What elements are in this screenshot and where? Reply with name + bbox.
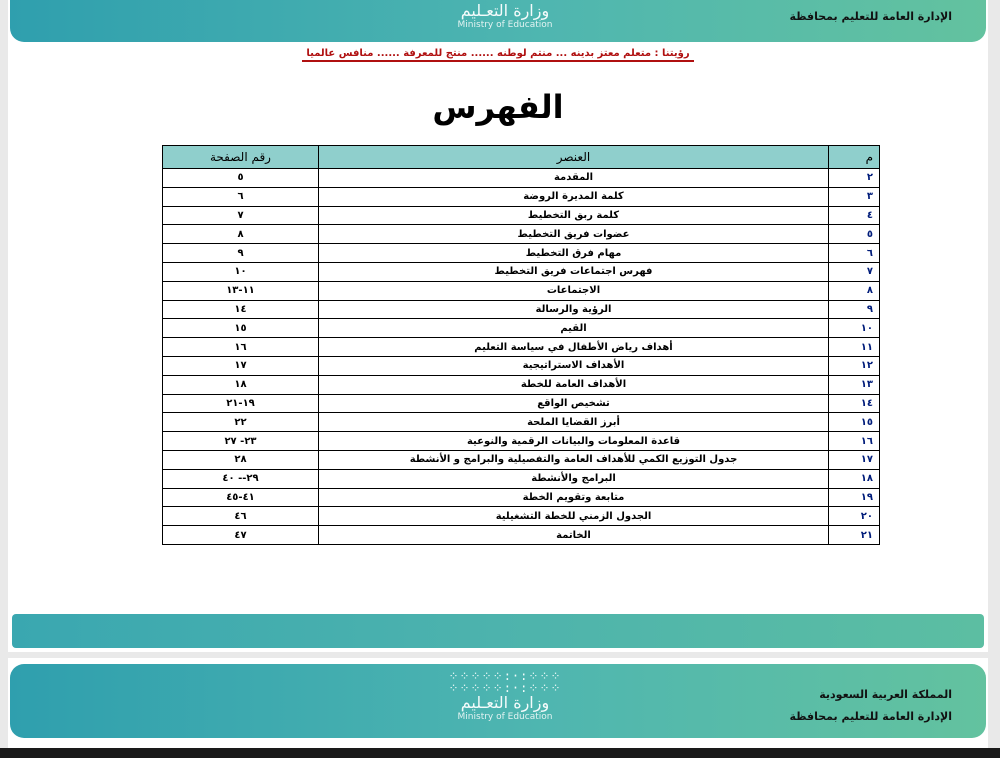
table-row [163,319,880,338]
table-row [163,338,880,357]
row-item: الخاتمة [319,526,829,545]
row-num: ٢٠ [829,507,880,526]
row-item: أهداف رياض الأطفال في سياسة التعليم [319,338,829,357]
row-item: جدول التوزيع الكمي للأهداف العامة والتفصيلية والبرامج و الأنشطة [319,450,829,469]
row-item: البرامج والأنشطة [319,469,829,488]
row-page: ١٧ [163,356,319,375]
vision-motto [8,48,988,59]
table-row [163,450,880,469]
table-row [163,281,880,300]
table-header-row [163,146,880,169]
row-num: ١٦ [829,432,880,451]
admin-line: الإدارة العامة للتعليم بمحافظة [789,10,952,23]
row-page: ١٤ [163,300,319,319]
header-item: العنصر [319,146,829,169]
row-item: الأهداف الاستراتيجية [319,356,829,375]
table-row [163,187,880,206]
row-page: ١٠ [163,262,319,281]
logo-dots-icon: ⁘⁘⁘⁘⁘:·:⁘⁘⁘ [448,681,562,695]
row-num: ١٧ [829,450,880,469]
row-page: ٧ [163,206,319,225]
table-row [163,244,880,263]
table-row [163,375,880,394]
page-title: الفهرس [432,88,564,126]
row-item: مهام فرق التخطيط [319,244,829,263]
table-row [163,169,880,188]
ministry-logo [420,670,590,722]
header-num: م [829,146,880,169]
table-row [163,469,880,488]
table-row [163,262,880,281]
row-page: ١١-١٣ [163,281,319,300]
row-num: ٧ [829,262,880,281]
row-page: ١٥ [163,319,319,338]
row-item: الاجتماعات [319,281,829,300]
table-row [163,206,880,225]
row-item: متابعة وتقويم الخطة [319,488,829,507]
row-page: ٤٧ [163,526,319,545]
row-page: ٦ [163,187,319,206]
row-page: ٢٩-- ٤٠ [163,469,319,488]
row-page: ٤٦ [163,507,319,526]
table-row [163,413,880,432]
table-row [163,394,880,413]
header-banner [10,0,986,42]
row-num: ٦ [829,244,880,263]
row-num: ١٥ [829,413,880,432]
table-row [163,225,880,244]
header-page: رقم الصفحة [163,146,319,169]
row-num: ٤ [829,206,880,225]
vision-motto-text: رؤيتنا : متعلم معتز بدينه ... منتم لوطنه ...... منتج للمعرفة ...... منافس عالميا [302,48,693,62]
row-item: أبرز القضايا الملحة [319,413,829,432]
row-num: ١٩ [829,488,880,507]
row-page: ٢٣- ٢٧ [163,432,319,451]
ministry-name-en: Ministry of Education [457,712,553,722]
row-num: ٢١ [829,526,880,545]
row-num: ١١ [829,338,880,357]
row-page: ٤١-٤٥ [163,488,319,507]
row-num: ٥ [829,225,880,244]
admin-line: الإدارة العامة للتعليم بمحافظة [789,710,952,723]
row-item: كلمة المديرة الروضة [319,187,829,206]
row-page: ١٦ [163,338,319,357]
logo-dots-icon: ⁘⁘⁘⁘⁘:·:⁘⁘⁘ [448,669,562,683]
row-page: ٥ [163,169,319,188]
row-num: ٣ [829,187,880,206]
row-item: عضوات فريق التخطيط [319,225,829,244]
row-num: ١٠ [829,319,880,338]
table-row [163,356,880,375]
row-item: كلمة ربق التخطيط [319,206,829,225]
document-page-2 [8,658,988,758]
viewer-bottom-bar [0,748,1000,758]
row-num: ١٢ [829,356,880,375]
row-page: ١٩-٢١ [163,394,319,413]
row-item: المقدمة [319,169,829,188]
footer-band [12,614,984,648]
row-page: ١٨ [163,375,319,394]
row-num: ٢ [829,169,880,188]
row-page: ٩ [163,244,319,263]
table-row [163,526,880,545]
kingdom-line: المملكة العربية السعودية [819,688,952,701]
row-num: ٨ [829,281,880,300]
row-page: ٢٨ [163,450,319,469]
row-item: القيم [319,319,829,338]
row-item: فهرس اجتماعات فريق التخطيط [319,262,829,281]
row-item: الرؤية والرسالة [319,300,829,319]
ministry-name-ar: وزارة التعـليم [460,1,550,20]
row-item: الجدول الزمني للخطة التشغيلية [319,507,829,526]
table-row [163,300,880,319]
index-table-body [163,169,880,545]
row-num: ٩ [829,300,880,319]
row-item: الأهداف العامة للخطة [319,375,829,394]
row-item: تشخيص الواقع [319,394,829,413]
document-page-1 [8,0,988,652]
page2-header-banner [10,664,986,738]
row-page: ٨ [163,225,319,244]
row-page: ٢٢ [163,413,319,432]
row-num: ١٨ [829,469,880,488]
table-row [163,432,880,451]
ministry-logo [420,0,590,30]
table-row [163,488,880,507]
table-row [163,507,880,526]
ministry-name-ar: وزارة التعـليم [460,693,550,712]
row-num: ١٤ [829,394,880,413]
ministry-name-en: Ministry of Education [457,20,553,30]
row-item: قاعدة المعلومات والبيانات الرقمية والنوعية [319,432,829,451]
index-table [162,145,880,545]
row-num: ١٣ [829,375,880,394]
